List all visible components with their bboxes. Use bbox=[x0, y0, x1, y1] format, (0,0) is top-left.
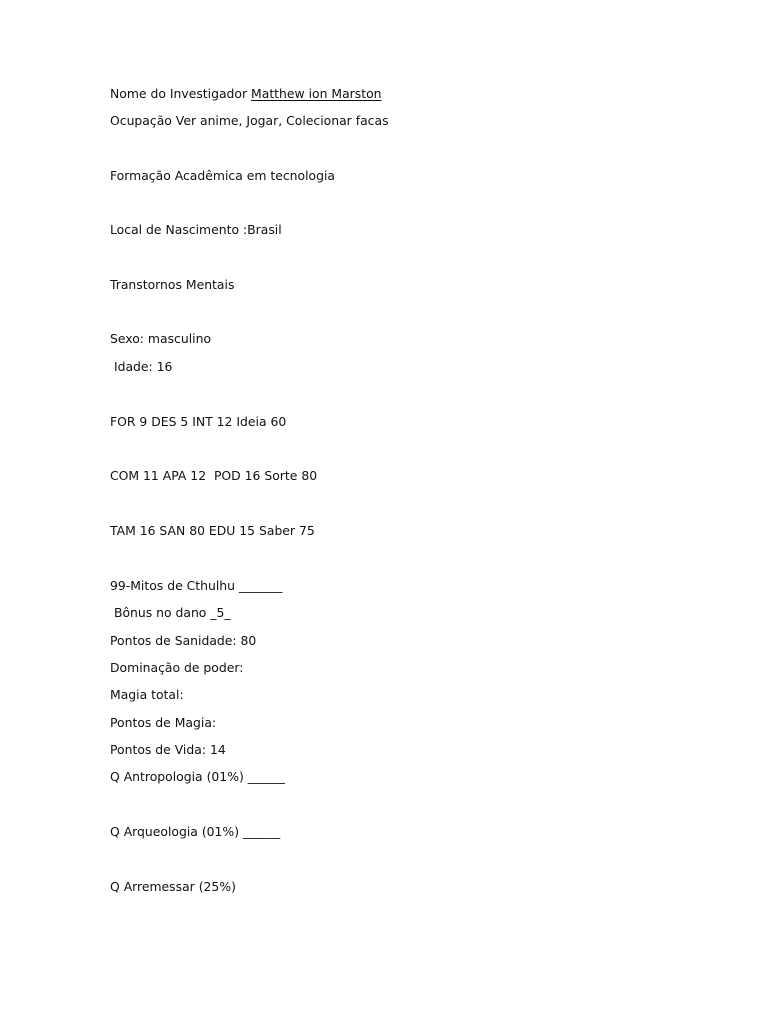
magic-points-line: Pontos de Magia: bbox=[110, 715, 217, 730]
investigator-name: Matthew ion Marston bbox=[251, 86, 382, 101]
total-magic-line: Magia total: bbox=[110, 687, 184, 702]
investigator-label: Nome do Investigador bbox=[110, 86, 252, 101]
damage-bonus-line: Bônus no dano _5_ bbox=[110, 605, 231, 620]
cthulhu-mythos-line: 99-Mitos de Cthulhu _______ bbox=[110, 578, 283, 593]
stats-row-1: FOR 9 DES 5 INT 12 Ideia 60 bbox=[110, 414, 287, 429]
skill-throw-line: Q Arremessar (25%) bbox=[110, 879, 236, 894]
age-line: Idade: 16 bbox=[110, 359, 173, 374]
mental-disorders-line: Transtornos Mentais bbox=[110, 277, 235, 292]
hit-points-line: Pontos de Vida: 14 bbox=[110, 742, 226, 757]
sanity-points-line: Pontos de Sanidade: 80 bbox=[110, 633, 257, 648]
stats-row-2: COM 11 APA 12 POD 16 Sorte 80 bbox=[110, 468, 318, 483]
occupation-line: Ocupação Ver anime, Jogar, Colecionar facas bbox=[110, 113, 389, 128]
skill-anthropology-line: Q Antropologia (01%) ______ bbox=[110, 769, 285, 784]
power-domination-line: Dominação de poder: bbox=[110, 660, 244, 675]
birthplace-line: Local de Nascimento :Brasil bbox=[110, 222, 282, 237]
stats-row-3: TAM 16 SAN 80 EDU 15 Saber 75 bbox=[110, 523, 315, 538]
education-line: Formação Acadêmica em tecnologia bbox=[110, 168, 336, 183]
skill-archaeology-line: Q Arqueologia (01%) ______ bbox=[110, 824, 281, 839]
investigator-name-line bbox=[110, 86, 382, 102]
sex-line: Sexo: masculino bbox=[110, 331, 212, 346]
